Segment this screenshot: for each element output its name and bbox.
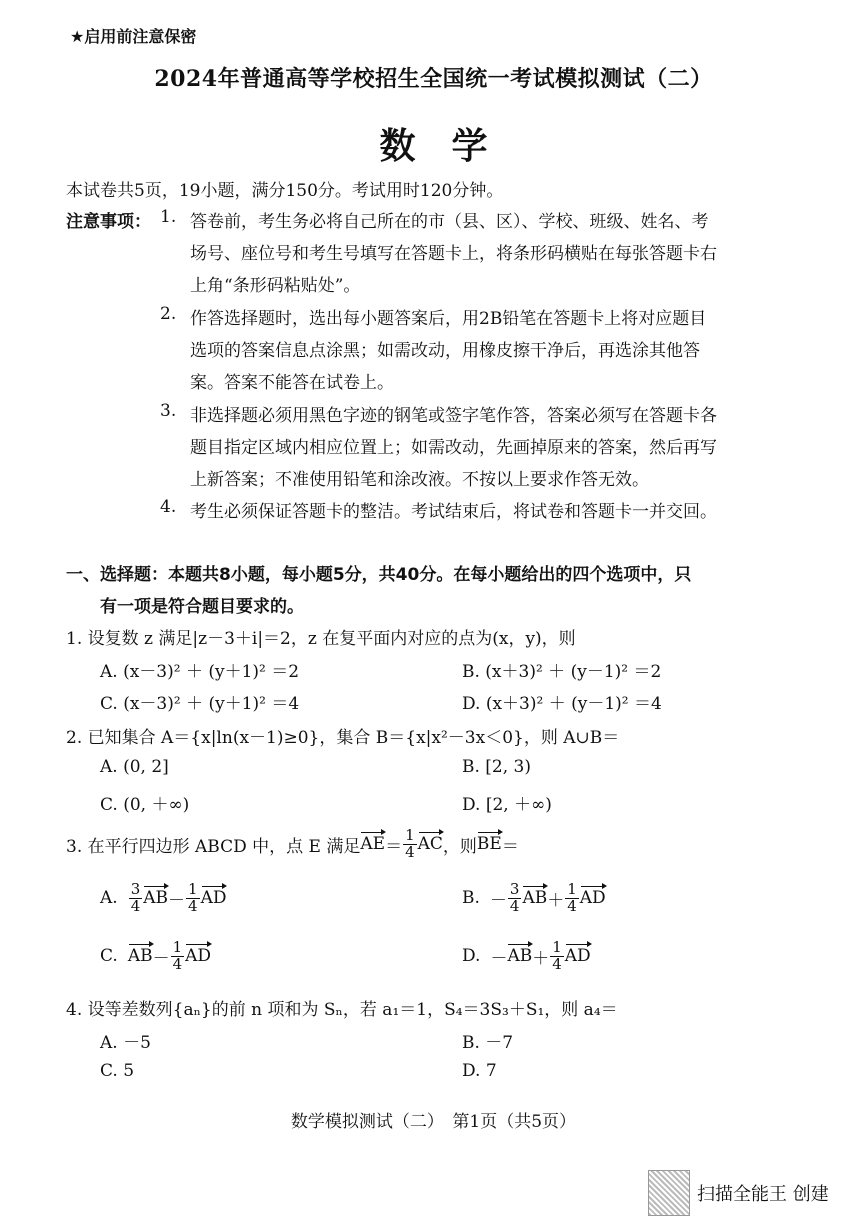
option-letter: B. (462, 888, 480, 909)
vector-ab: AB (127, 946, 153, 967)
exam-intro: 本试卷共5页，19小题，满分150分。考试用时120分钟。 (66, 181, 504, 201)
question-3-stem (66, 828, 519, 861)
note-line: 上新答案；不准使用铅笔和涂改液。不按以上要求作答无效。 (190, 470, 649, 490)
denominator: 4 (172, 954, 183, 973)
note-number: 3. (160, 401, 177, 421)
question-1-stem: 1. 设复数 z 满足|z－3＋i|＝2，z 在复平面内对应的点为(x，y)，则 (66, 629, 576, 649)
section-heading: 一、选择题：本题共8小题，每小题5分，共40分。在每小题给出的四个选项中，只 (66, 565, 692, 585)
note-number: 1. (160, 207, 177, 227)
denominator: 4 (130, 896, 141, 915)
q3-option-b (462, 882, 606, 915)
q4-option-c: C. 5 (100, 1061, 135, 1081)
vector-ad: AD (185, 946, 212, 967)
fraction-one-quarter (403, 828, 417, 861)
note-number: 4. (160, 497, 177, 517)
note-number: 2. (160, 304, 177, 324)
minus-sign: － (489, 890, 507, 911)
note-line: 非选择题必须用黑色字迹的钢笔或签字笔作答，答案必须写在答题卡各 (190, 406, 717, 426)
fraction (508, 882, 522, 915)
numerator: 3 (130, 880, 141, 898)
exam-title: 2024年普通高等学校招生全国统一考试模拟测试（二） (154, 66, 713, 92)
numerator: 1 (172, 938, 183, 956)
fraction (565, 882, 579, 915)
vector-ad: AD (200, 888, 227, 909)
numerator: 1 (552, 938, 562, 956)
section-heading-cont: 有一项是符合题目要求的。 (100, 597, 304, 617)
fraction (550, 940, 564, 973)
q3-prefix: 3. 在平行四边形 ABCD 中，点 E 满足 (66, 836, 361, 857)
vector-ab: AB (522, 888, 548, 909)
plus-sign: ＋ (532, 948, 550, 969)
vector-ab: AB (143, 888, 169, 909)
denominator: 4 (552, 954, 562, 973)
fraction (171, 940, 185, 973)
q3-then: ，则 (442, 836, 477, 857)
plus-sign: ＋ (547, 890, 565, 911)
note-line: 场号、座位号和考生号填写在答题卡上，将条形码横贴在每张答题卡右 (190, 244, 717, 264)
q3-option-a (100, 882, 226, 915)
note-line: 考生必须保证答题卡的整洁。考试结束后，将试卷和答题卡一并交回。 (190, 502, 717, 522)
note-line: 答卷前，考生务必将自己所在的市（县、区）、学校、班级、姓名、考 (190, 212, 709, 232)
q2-option-d: D. [2, ＋∞) (462, 795, 552, 815)
option-letter: A. (100, 888, 118, 909)
numerator: 1 (188, 880, 198, 898)
vector-be: BE (476, 834, 502, 855)
option-letter: D. (462, 946, 481, 967)
q2-option-c: C. (0, ＋∞) (100, 795, 190, 815)
q2-option-a: A. (0, 2] (100, 757, 169, 777)
minus-sign: － (490, 948, 508, 969)
denominator: 4 (567, 896, 577, 915)
minus-sign: － (168, 890, 186, 911)
numerator: 1 (405, 826, 415, 844)
q1-option-a: A. (x－3)² ＋ (y＋1)² ＝2 (100, 662, 300, 682)
q1-option-b: B. (x＋3)² ＋ (y－1)² ＝2 (462, 662, 662, 682)
fraction (129, 882, 143, 915)
equals-sign: ＝ (385, 836, 403, 857)
q4-option-d: D. 7 (462, 1061, 497, 1081)
q1-option-d: D. (x＋3)² ＋ (y－1)² ＝4 (462, 694, 662, 714)
notes-label: 注意事项： (66, 212, 151, 232)
vector-ad: AD (564, 946, 591, 967)
equals-sign: ＝ (501, 836, 519, 857)
vector-ac: AC (417, 834, 443, 855)
confidential-mark: ★启用前注意保密 (70, 27, 197, 46)
note-line: 作答选择题时，选出每小题答案后，用2B铅笔在答题卡上将对应题目 (190, 309, 707, 329)
denominator: 4 (188, 896, 198, 915)
denominator: 4 (405, 842, 415, 861)
question-4-stem: 4. 设等差数列{aₙ}的前 n 项和为 Sₙ，若 a₁＝1，S₄＝3S₃＋S₁，则 a₄＝ (66, 1000, 618, 1020)
question-2-stem: 2. 已知集合 A＝{x|ln(x－1)≥0}，集合 B＝{x|x²－3x＜0}，则 A∪B＝ (66, 728, 620, 748)
note-line: 上角“条形码粘贴处”。 (190, 276, 361, 296)
q2-option-b: B. [2, 3) (462, 757, 532, 777)
q3-option-c (100, 940, 211, 973)
subject-title: 数 学 (379, 125, 488, 167)
vector-ad: AD (579, 888, 606, 909)
q4-option-a: A. －5 (100, 1033, 151, 1053)
page-footer: 数学模拟测试（二） 第1页（共5页） (290, 1112, 577, 1132)
numerator: 1 (567, 880, 577, 898)
note-line: 案。答案不能答在试卷上。 (190, 373, 394, 393)
note-line: 题目指定区域内相应位置上；如需改动，先画掉原来的答案，然后再写 (190, 438, 717, 458)
q3-option-d (462, 940, 591, 973)
note-line: 选项的答案信息点涂黑；如需改动，用橡皮擦干净后，再选涂其他答 (190, 341, 700, 361)
minus-sign: － (152, 948, 170, 969)
denominator: 4 (509, 896, 520, 915)
fraction (186, 882, 200, 915)
vector-ae: AE (360, 834, 386, 855)
scanner-watermark: 扫描全能王 创建 (697, 1184, 829, 1205)
qr-code-icon (648, 1170, 690, 1216)
option-letter: C. (100, 946, 118, 967)
numerator: 3 (509, 880, 520, 898)
vector-ab: AB (507, 946, 533, 967)
q1-option-c: C. (x－3)² ＋ (y＋1)² ＝4 (100, 694, 300, 714)
q4-option-b: B. －7 (462, 1033, 514, 1053)
